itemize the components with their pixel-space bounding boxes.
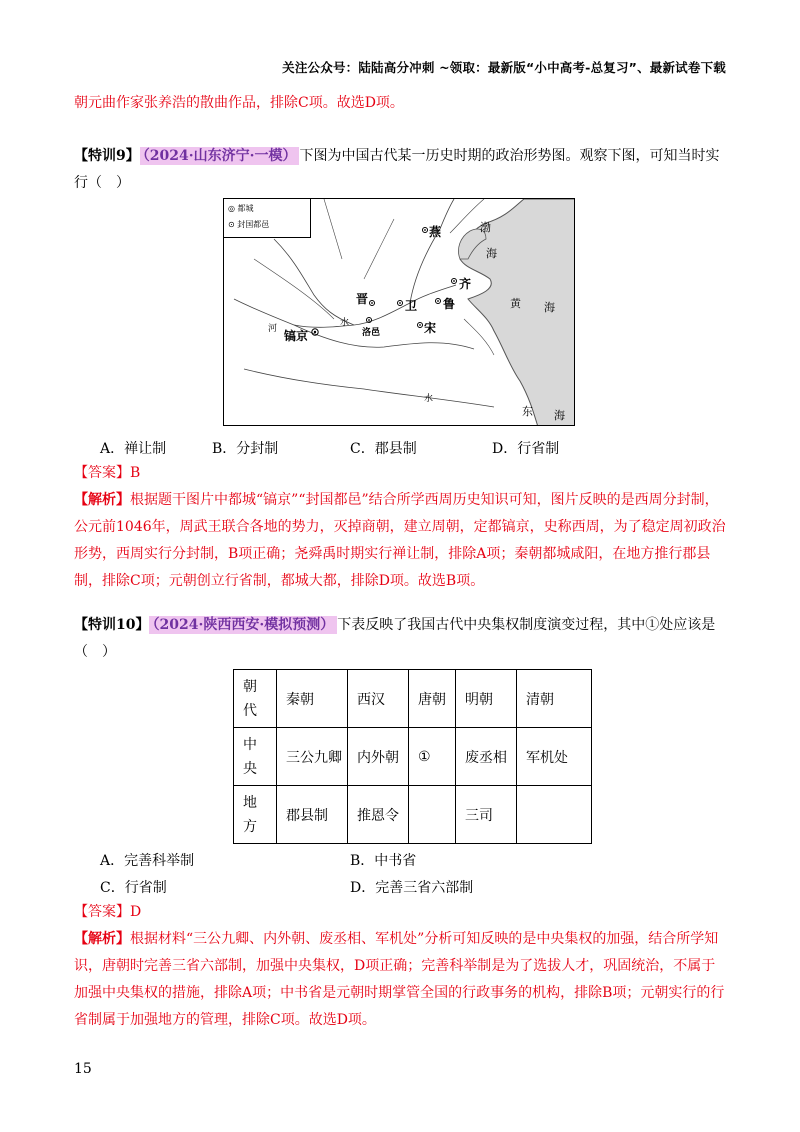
label-haojing: 镐京 — [284, 329, 309, 343]
option-a: A．禅让制 — [100, 441, 167, 457]
answer-label: 【答案】 — [74, 465, 130, 481]
label-donghai: 海 — [554, 409, 565, 422]
table-cell: 中央 — [234, 728, 277, 786]
table-cell: 清朝 — [517, 670, 592, 728]
dynasty-table — [233, 669, 592, 844]
question-9-stem — [74, 143, 726, 197]
option-b: B．中书省 — [350, 853, 417, 869]
label-wei: 卫 — [405, 299, 418, 313]
question-10-analysis — [74, 926, 726, 1034]
label-bohai-2: 海 — [486, 247, 497, 260]
table-cell — [517, 786, 592, 844]
label-huang: 黄 — [510, 297, 521, 310]
table-cell: 废丞相 — [456, 728, 517, 786]
analysis-text: 根据材料“三公九卿、内外朝、废丞相、军机处”分析可知反映的是中央集权的加强，结合所学知识，唐朝时完善三省六部制，加强中央集权，D项正确；完善科举制是为了选拔人才，巩固统治，不属于加强中央集权的措施，排除A项；中书省是元朝时期掌管全国的行政事务的机构，排除B项；元朝实行的行省制属于加强地方的管理，排除C项。故选D项。 — [74, 931, 725, 1028]
label-qi: 齐 — [459, 277, 472, 291]
table-cell: 秦朝 — [277, 670, 348, 728]
question-9-analysis — [74, 487, 726, 595]
answer-value: D — [130, 904, 142, 920]
table-cell: 郡县制 — [277, 786, 348, 844]
table-cell: 明朝 — [456, 670, 517, 728]
table-cell: 地方 — [234, 786, 277, 844]
previous-answer-tail: 朝元曲作家张养浩的散曲作品，排除C项。故选D项。 — [74, 95, 404, 111]
table-row — [234, 728, 592, 786]
label-song: 宋 — [424, 321, 437, 335]
label-jin: 晋 — [356, 292, 369, 306]
question-10-tag: 【特训10】 — [74, 617, 150, 633]
analysis-label: 【解析】 — [74, 931, 130, 947]
question-9-source: （2024·山东济宁·一模） — [140, 147, 300, 165]
table-cell: ① — [409, 728, 456, 786]
question-10-text: 下表反映了我国古代中央集权制度演变过程，其中①处应该是（ ） — [74, 617, 716, 660]
label-bohai-1: 渤 — [480, 221, 491, 234]
page-number: 15 — [74, 1061, 92, 1077]
question-9-text: 下图为中国古代某一历史时期的政治形势图。观察下图，可知当时实行（ ） — [74, 148, 720, 191]
analysis-label: 【解析】 — [74, 492, 130, 508]
label-river-he: 河 — [268, 324, 278, 334]
label-yan: 燕 — [429, 225, 442, 239]
table-cell: 推恩令 — [348, 786, 409, 844]
table-row — [234, 670, 592, 728]
table-cell: 唐朝 — [409, 670, 456, 728]
question-10-stem — [74, 612, 726, 666]
label-lu: 鲁 — [443, 297, 456, 311]
answer-value: B — [130, 465, 141, 481]
option-b: B．分封制 — [212, 441, 279, 457]
table-cell: 三公九卿 — [277, 728, 348, 786]
option-a: A．完善科举制 — [100, 853, 195, 869]
table-cell: 内外朝 — [348, 728, 409, 786]
question-9-answer — [74, 460, 726, 487]
page-header: 关注公众号：陆陆高分冲刺 ~领取：最新版“小中高考-总复习”、最新试卷下载 — [282, 60, 726, 75]
western-zhou-map — [223, 198, 575, 426]
question-10-answer — [74, 899, 726, 926]
option-c: C．行省制 — [100, 880, 167, 896]
label-river-shui-1: 水 — [340, 318, 350, 328]
question-9-tag: 【特训9】 — [74, 148, 140, 164]
label-huanghai: 海 — [544, 301, 555, 314]
table-cell — [409, 786, 456, 844]
table-cell: 军机处 — [517, 728, 592, 786]
question-10-source: （2024·陕西西安·模拟预测） — [149, 616, 337, 634]
label-luoyi: 洛邑 — [362, 328, 381, 338]
table-cell: 西汉 — [348, 670, 409, 728]
legend-fief: ⊙ 封国都邑 — [228, 220, 270, 229]
table-cell: 三司 — [456, 786, 517, 844]
option-d: D．完善三省六部制 — [350, 880, 474, 896]
option-d: D．行省制 — [492, 441, 560, 457]
legend-capital: ◎ 都城 — [228, 204, 254, 213]
label-dong: 东 — [522, 405, 533, 418]
table-cell: 朝代 — [234, 670, 277, 728]
label-river-shui-2: 水 — [424, 394, 434, 404]
map-legend — [224, 199, 311, 238]
table-row — [234, 786, 592, 844]
option-c: C．郡县制 — [350, 441, 417, 457]
answer-label: 【答案】 — [74, 904, 130, 920]
analysis-text: 根据题干图片中都城“镐京”“封国都邑”结合所学西周历史知识可知，图片反映的是西周分封制，公元前1046年，周武王联合各地的势力，灭掉商朝，建立周朝，定都镐京，史称西周，为了稳定周初政治形势，西周实行分封制，B项正确；尧舜禹时期实行禅让制，排除A项；秦朝都城咸阳，在地方推行郡县制，排除C项；元朝创立行省制，都城大都，排除D项。故选B项。 — [74, 492, 726, 589]
